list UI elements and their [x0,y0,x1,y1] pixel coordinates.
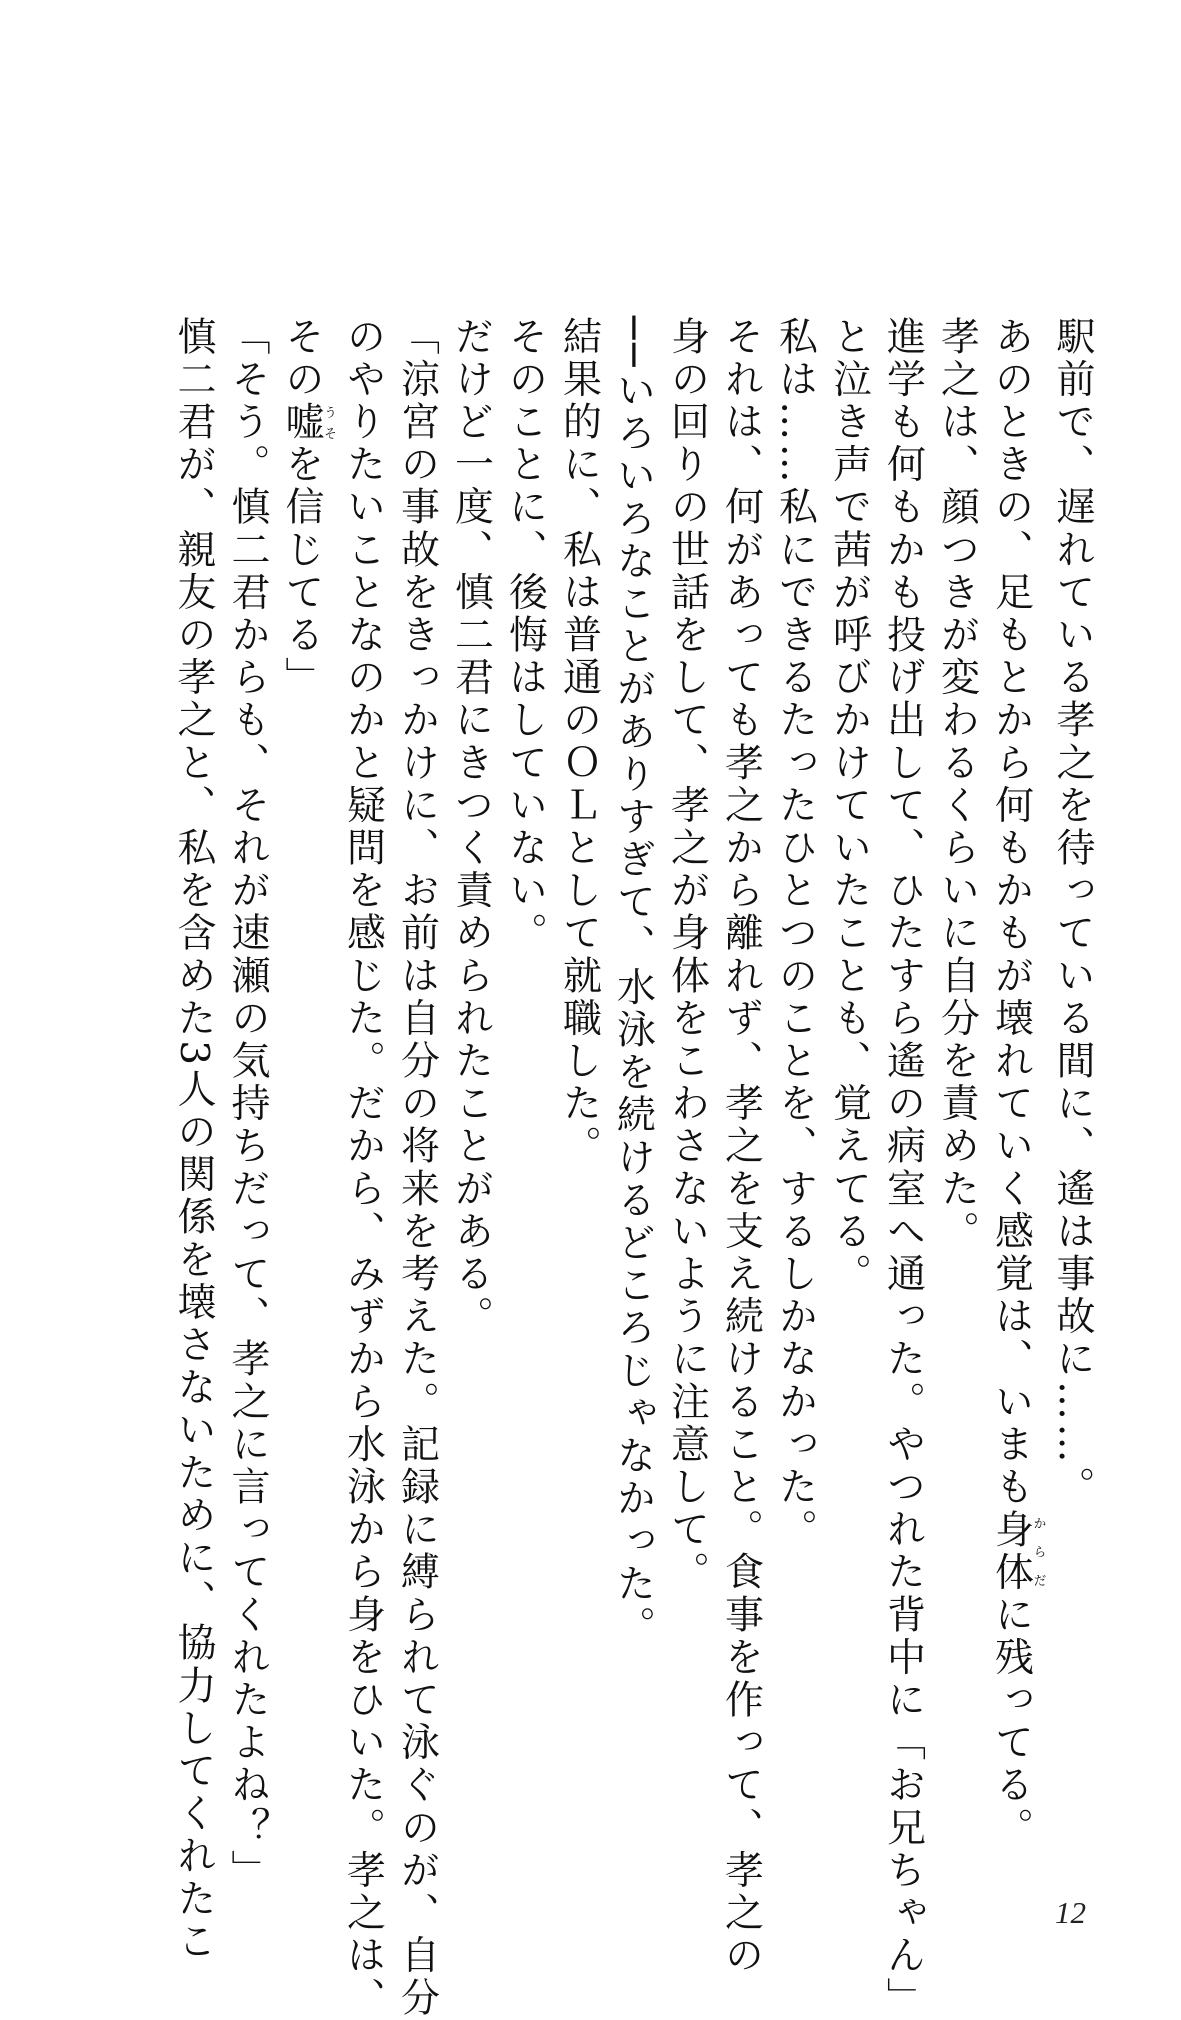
text-line-7: それは、何があっても孝之から離れず、孝之を支え続けること。食事を作って、孝之の [718,316,764,1978]
text-line-11: そのことに、後悔はしていない。 [502,316,548,955]
text-line-16: 「そう。慎二君からも、それが速瀬の気持ちだって、孝之に言ってくれたよね？」 [225,316,270,1893]
text-line-10: 結果的に、私は普通のＯＬとして就職した。 [556,316,602,1168]
text-line-2-part-b: に残ってる。 [988,1594,1034,1850]
text-line-3: 孝之は、顔つきが変わるくらいに自分を責めた。 [934,316,980,1254]
text-line-8: 身の回りの世話をして、孝之が身体をこわさないように注意して。 [664,316,710,1594]
text-line-2 [984,316,1046,1850]
text-line-6: 私は……私にできるたったひとつのことを、するしかなかった。 [772,316,818,1552]
text-line-1: 駅前で、遅れている孝之を待っている間に、遙は事故に……。 [1050,316,1095,1509]
text-line-15-part-a: その [279,316,324,402]
text-line-15 [274,316,336,1791]
text-line-12: だけど一度、慎二君にきつく責められたことがある。 [448,316,494,1339]
ruby-uso: 嘘うそ [279,401,336,444]
page-number: 12 [1055,1895,1086,1930]
text-line-9: ──いろいろなことがありすぎて、水泳を続けるどころじゃなかった。 [610,316,656,1649]
text-line-17: 慎二君が、親友の孝之と、私を含めた3人の関係を壊さないために、協力してくれたこ [171,316,216,1964]
text-line-15-part-b: を信じてる」 [279,443,324,700]
text-line-2-part-a: あのときの、足もとから何もかもが壊れていく感覚は、いまも [988,316,1034,1509]
text-line-5: と泣き声で茜が呼びかけていたことも、覚えてる。 [826,316,872,1296]
ruby-karada: 身体からだ [988,1508,1046,1595]
text-line-14: のやりたいことなのかと疑問を感じた。だから、みずから水泳から身をひいた。孝之は、 [340,316,386,2020]
text-line-4: 進学も何もかも投げ出して、ひたすら遙の病室へ通った。やつれた背中に「お兄ちゃん」 [880,316,926,2020]
text-line-13: 「涼宮の事故をきっかけに、お前は自分の将来を考えた。記録に縛られて泳ぐのが、自分 [394,316,440,2020]
